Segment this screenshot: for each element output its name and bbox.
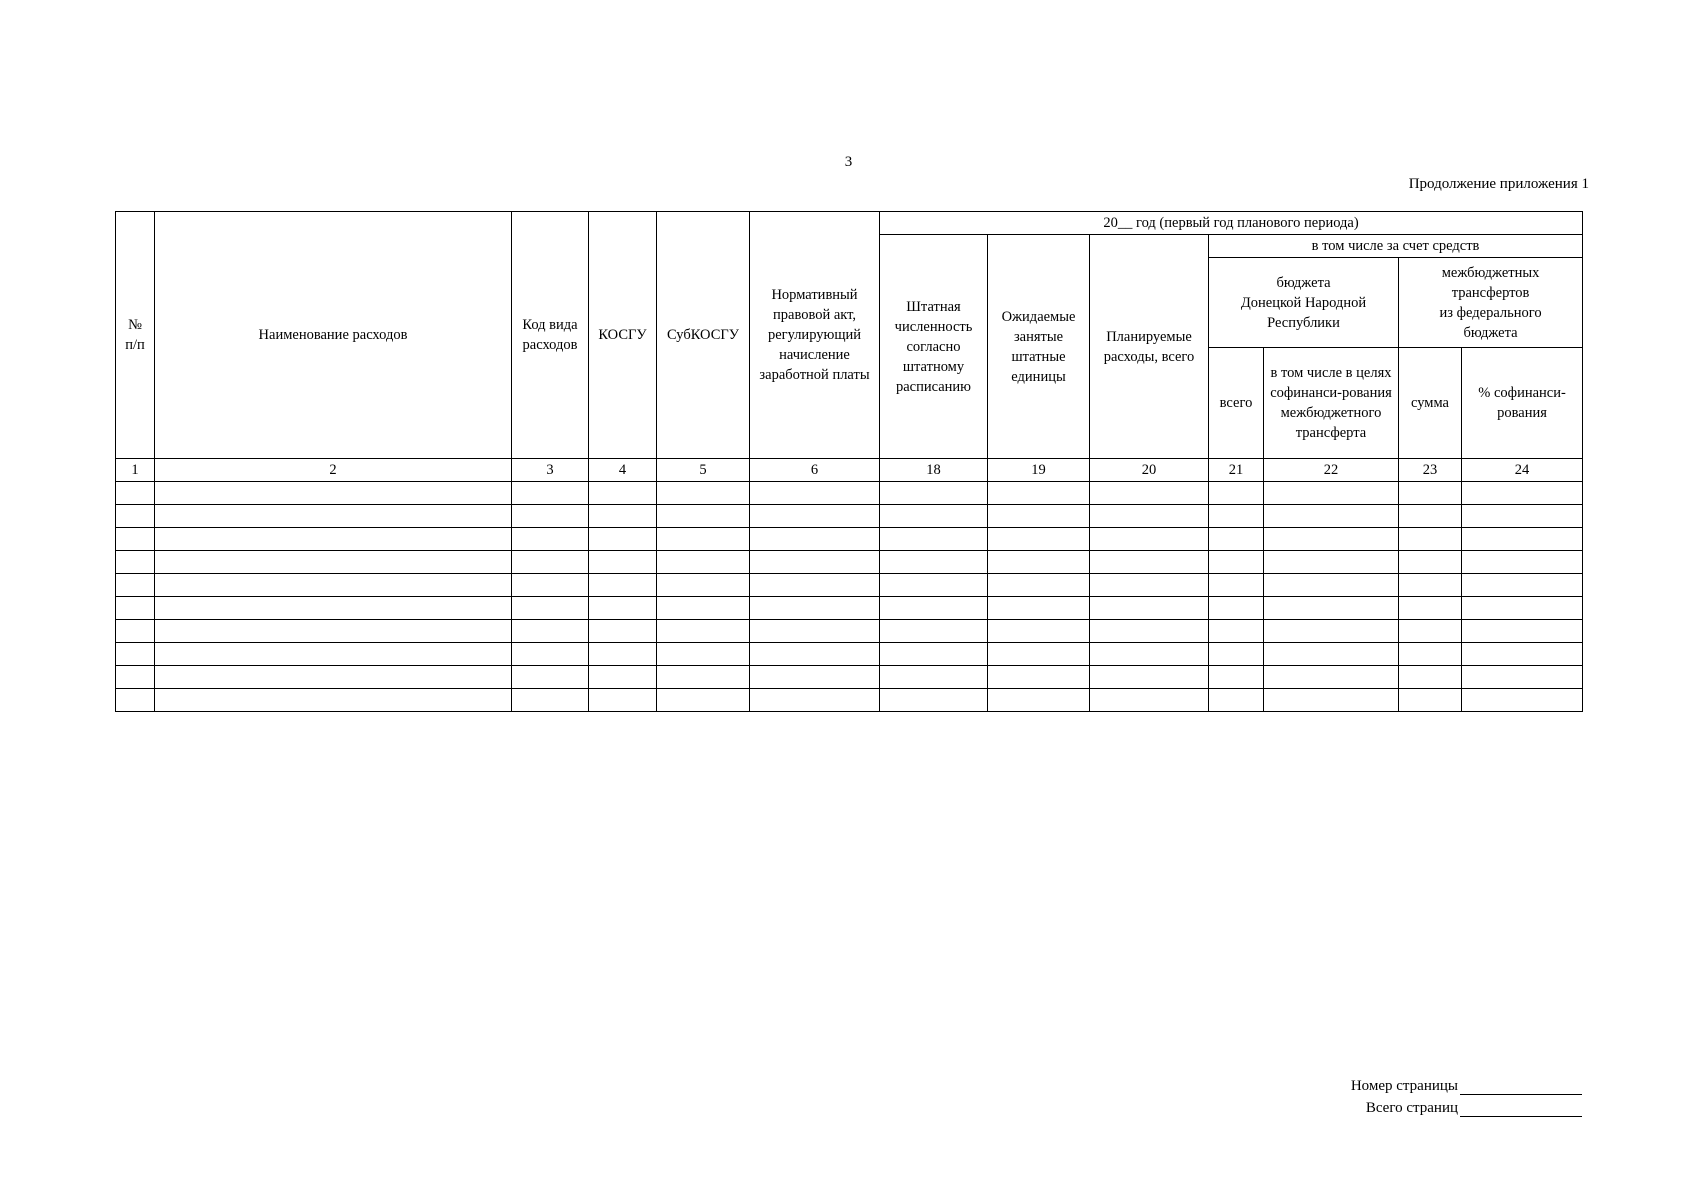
empty-cell[interactable] bbox=[589, 551, 657, 574]
header-total: всего bbox=[1209, 348, 1264, 459]
empty-cell[interactable] bbox=[1264, 574, 1399, 597]
empty-cell[interactable] bbox=[1399, 620, 1462, 643]
empty-cell[interactable] bbox=[750, 505, 880, 528]
column-number: 4 bbox=[589, 459, 657, 482]
empty-cell[interactable] bbox=[880, 574, 988, 597]
empty-cell[interactable] bbox=[1209, 643, 1264, 666]
empty-cell[interactable] bbox=[512, 666, 589, 689]
empty-cell[interactable] bbox=[155, 620, 512, 643]
empty-cell[interactable] bbox=[512, 528, 589, 551]
empty-cell[interactable] bbox=[155, 689, 512, 712]
empty-cell[interactable] bbox=[116, 574, 155, 597]
empty-cell[interactable] bbox=[1462, 666, 1583, 689]
page-number-field[interactable] bbox=[1460, 1078, 1582, 1095]
column-number: 5 bbox=[657, 459, 750, 482]
column-number: 1 bbox=[116, 459, 155, 482]
empty-cell[interactable] bbox=[1090, 689, 1209, 712]
empty-cell[interactable] bbox=[512, 643, 589, 666]
table-row bbox=[116, 597, 1583, 620]
empty-cell[interactable] bbox=[1462, 574, 1583, 597]
empty-cell[interactable] bbox=[1090, 528, 1209, 551]
empty-cell[interactable] bbox=[512, 505, 589, 528]
header-no: № п/п bbox=[116, 212, 155, 459]
column-number: 2 bbox=[155, 459, 512, 482]
empty-cell[interactable] bbox=[880, 597, 988, 620]
empty-cell[interactable] bbox=[1090, 597, 1209, 620]
empty-cell[interactable] bbox=[880, 620, 988, 643]
empty-cell[interactable] bbox=[750, 551, 880, 574]
empty-cell[interactable] bbox=[1209, 620, 1264, 643]
empty-cell[interactable] bbox=[116, 643, 155, 666]
empty-cell[interactable] bbox=[880, 689, 988, 712]
empty-cell[interactable] bbox=[657, 666, 750, 689]
empty-cell[interactable] bbox=[1462, 689, 1583, 712]
empty-cell[interactable] bbox=[1399, 666, 1462, 689]
total-pages-label: Всего страниц bbox=[1365, 1100, 1458, 1116]
empty-cell[interactable] bbox=[657, 528, 750, 551]
empty-cell[interactable] bbox=[1090, 505, 1209, 528]
empty-cell[interactable] bbox=[589, 505, 657, 528]
page-number-label: Номер страницы bbox=[1350, 1078, 1458, 1094]
empty-cell[interactable] bbox=[1209, 528, 1264, 551]
empty-cell[interactable] bbox=[657, 597, 750, 620]
empty-cell[interactable] bbox=[1462, 551, 1583, 574]
column-number: 18 bbox=[880, 459, 988, 482]
empty-cell[interactable] bbox=[988, 620, 1090, 643]
empty-cell[interactable] bbox=[988, 574, 1090, 597]
header-year-group: 20__ год (первый год планового периода) bbox=[880, 212, 1583, 235]
empty-cell[interactable] bbox=[1209, 505, 1264, 528]
header-expense-code: Код вида расходов bbox=[512, 212, 589, 459]
empty-cell[interactable] bbox=[589, 597, 657, 620]
header-subkosgu: СубКОСГУ bbox=[657, 212, 750, 459]
empty-cell[interactable] bbox=[657, 620, 750, 643]
empty-cell[interactable] bbox=[589, 574, 657, 597]
empty-cell[interactable] bbox=[1264, 528, 1399, 551]
table-row bbox=[116, 643, 1583, 666]
empty-cell[interactable] bbox=[1264, 666, 1399, 689]
empty-cell[interactable] bbox=[988, 505, 1090, 528]
table-row bbox=[116, 551, 1583, 574]
table-row bbox=[116, 574, 1583, 597]
table-row bbox=[116, 620, 1583, 643]
empty-cell[interactable] bbox=[1462, 643, 1583, 666]
empty-cell[interactable] bbox=[1090, 666, 1209, 689]
empty-cell[interactable] bbox=[1399, 689, 1462, 712]
empty-cell[interactable] bbox=[1264, 689, 1399, 712]
empty-cell[interactable] bbox=[116, 597, 155, 620]
empty-cell[interactable] bbox=[880, 482, 988, 505]
header-kosgu: КОСГУ bbox=[589, 212, 657, 459]
header-sum: сумма bbox=[1399, 348, 1462, 459]
empty-cell[interactable] bbox=[1399, 551, 1462, 574]
empty-cell[interactable] bbox=[589, 666, 657, 689]
header-planned-total: Планируемые расходы, всего bbox=[1090, 235, 1209, 459]
empty-cell[interactable] bbox=[1209, 482, 1264, 505]
empty-cell[interactable] bbox=[1462, 482, 1583, 505]
empty-cell[interactable] bbox=[988, 551, 1090, 574]
empty-cell[interactable] bbox=[750, 643, 880, 666]
empty-cell[interactable] bbox=[155, 597, 512, 620]
empty-cell[interactable] bbox=[988, 528, 1090, 551]
empty-cell[interactable] bbox=[1090, 620, 1209, 643]
header-interbudget-transfers: межбюджетных трансфертов из федерального бюджета bbox=[1399, 258, 1583, 348]
empty-cell[interactable] bbox=[1264, 643, 1399, 666]
empty-cell[interactable] bbox=[155, 482, 512, 505]
empty-cell[interactable] bbox=[1209, 666, 1264, 689]
empty-cell[interactable] bbox=[155, 643, 512, 666]
empty-cell[interactable] bbox=[116, 482, 155, 505]
empty-cell[interactable] bbox=[880, 666, 988, 689]
empty-cell[interactable] bbox=[880, 528, 988, 551]
empty-cell[interactable] bbox=[155, 505, 512, 528]
empty-cell[interactable] bbox=[512, 597, 589, 620]
empty-cell[interactable] bbox=[988, 666, 1090, 689]
column-number: 6 bbox=[750, 459, 880, 482]
empty-cell[interactable] bbox=[116, 551, 155, 574]
header-cofinancing-target: в том числе в целях софинанси-рования межбюджетного трансферта bbox=[1264, 348, 1399, 459]
header-expense-name: Наименование расходов bbox=[155, 212, 512, 459]
empty-cell[interactable] bbox=[1209, 689, 1264, 712]
empty-cell[interactable] bbox=[116, 505, 155, 528]
empty-cell[interactable] bbox=[1264, 482, 1399, 505]
empty-cell[interactable] bbox=[1399, 643, 1462, 666]
empty-cell[interactable] bbox=[880, 551, 988, 574]
empty-cell[interactable] bbox=[512, 574, 589, 597]
appendix-continuation-note: Продолжение приложения 1 bbox=[1408, 176, 1589, 192]
empty-cell[interactable] bbox=[1399, 482, 1462, 505]
empty-cell[interactable] bbox=[1209, 574, 1264, 597]
empty-cell[interactable] bbox=[1209, 551, 1264, 574]
empty-cell[interactable] bbox=[116, 666, 155, 689]
empty-cell[interactable] bbox=[589, 643, 657, 666]
empty-cell[interactable] bbox=[589, 482, 657, 505]
footer-fields bbox=[1351, 1073, 1582, 1117]
empty-cell[interactable] bbox=[657, 505, 750, 528]
header-funding-group: в том числе за счет средств bbox=[1209, 235, 1583, 258]
column-number-row bbox=[116, 459, 1583, 482]
empty-cell[interactable] bbox=[657, 689, 750, 712]
column-number: 20 bbox=[1090, 459, 1209, 482]
total-pages-field[interactable] bbox=[1460, 1100, 1582, 1117]
empty-cell[interactable] bbox=[589, 689, 657, 712]
table-row bbox=[116, 666, 1583, 689]
empty-cell[interactable] bbox=[1399, 597, 1462, 620]
table-row bbox=[116, 689, 1583, 712]
empty-cell[interactable] bbox=[1264, 620, 1399, 643]
empty-cell[interactable] bbox=[1462, 528, 1583, 551]
empty-cell[interactable] bbox=[750, 597, 880, 620]
empty-cell[interactable] bbox=[155, 528, 512, 551]
empty-cell[interactable] bbox=[1462, 505, 1583, 528]
empty-cell[interactable] bbox=[1399, 505, 1462, 528]
empty-cell[interactable] bbox=[512, 482, 589, 505]
empty-cell[interactable] bbox=[750, 689, 880, 712]
empty-cell[interactable] bbox=[1264, 551, 1399, 574]
empty-cell[interactable] bbox=[657, 482, 750, 505]
empty-cell[interactable] bbox=[1399, 528, 1462, 551]
empty-cell[interactable] bbox=[155, 666, 512, 689]
table-row bbox=[116, 528, 1583, 551]
column-number: 22 bbox=[1264, 459, 1399, 482]
empty-cell[interactable] bbox=[512, 689, 589, 712]
empty-cell[interactable] bbox=[750, 620, 880, 643]
empty-cell[interactable] bbox=[1090, 574, 1209, 597]
header-cofinancing-percent: % софинанси-рования bbox=[1462, 348, 1583, 459]
empty-cell[interactable] bbox=[988, 482, 1090, 505]
empty-cell[interactable] bbox=[988, 689, 1090, 712]
empty-cell[interactable] bbox=[1264, 597, 1399, 620]
empty-cell[interactable] bbox=[1462, 597, 1583, 620]
empty-cell[interactable] bbox=[1090, 643, 1209, 666]
empty-cell[interactable] bbox=[657, 574, 750, 597]
empty-cell[interactable] bbox=[589, 620, 657, 643]
empty-cell[interactable] bbox=[880, 505, 988, 528]
empty-cell[interactable] bbox=[657, 551, 750, 574]
empty-cell[interactable] bbox=[116, 689, 155, 712]
empty-cell[interactable] bbox=[512, 551, 589, 574]
column-number: 24 bbox=[1462, 459, 1583, 482]
column-number: 21 bbox=[1209, 459, 1264, 482]
empty-cell[interactable] bbox=[1264, 505, 1399, 528]
empty-cell[interactable] bbox=[1209, 597, 1264, 620]
empty-cell[interactable] bbox=[1090, 482, 1209, 505]
empty-cell[interactable] bbox=[1090, 551, 1209, 574]
column-number: 23 bbox=[1399, 459, 1462, 482]
empty-cell[interactable] bbox=[750, 574, 880, 597]
empty-cell[interactable] bbox=[750, 482, 880, 505]
empty-cell[interactable] bbox=[988, 597, 1090, 620]
column-number: 19 bbox=[988, 459, 1090, 482]
empty-cell[interactable] bbox=[155, 551, 512, 574]
empty-cell[interactable] bbox=[116, 620, 155, 643]
empty-cell[interactable] bbox=[1399, 574, 1462, 597]
empty-cell[interactable] bbox=[116, 528, 155, 551]
empty-cell[interactable] bbox=[657, 643, 750, 666]
empty-cell[interactable] bbox=[750, 666, 880, 689]
header-staff-count: Штатная численность согласно штатному расписанию bbox=[880, 235, 988, 459]
header-expected-units: Ожидаемые занятые штатные единицы bbox=[988, 235, 1090, 459]
header-budget-dnr: бюджета Донецкой Народной Республики bbox=[1209, 258, 1399, 348]
empty-cell[interactable] bbox=[880, 643, 988, 666]
expenses-form-table bbox=[115, 211, 1583, 712]
page-number: 3 bbox=[844, 154, 853, 170]
empty-cell[interactable] bbox=[512, 620, 589, 643]
table-row bbox=[116, 505, 1583, 528]
column-number: 3 bbox=[512, 459, 589, 482]
empty-cell[interactable] bbox=[1462, 620, 1583, 643]
table-row bbox=[116, 482, 1583, 505]
empty-cell[interactable] bbox=[750, 528, 880, 551]
empty-cell[interactable] bbox=[155, 574, 512, 597]
empty-cell[interactable] bbox=[988, 643, 1090, 666]
empty-cell[interactable] bbox=[589, 528, 657, 551]
header-normative-act: Нормативный правовой акт, регулирующий начисление заработной платы bbox=[750, 212, 880, 459]
